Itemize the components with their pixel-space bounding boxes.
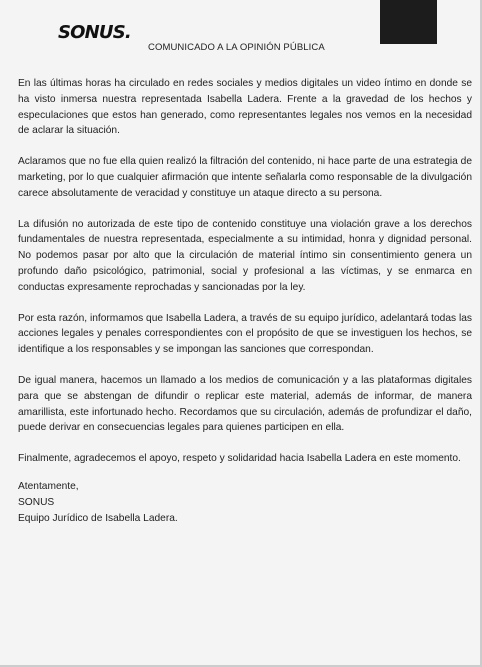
signature-team: Equipo Jurídico de Isabella Ladera. [18,512,178,524]
paragraph-1: En las últimas horas ha circulado en redes sociales y medios digitales un video íntimo en donde se ha visto inmersa nuestra representada Isabella Ladera. Frente a la gravedad de los hechos y especulaciones que estos han generado, como representantes legales nos vemos en la necesidad de aclarar la situación. [18,78,472,137]
paragraph-5: De igual manera, hacemos un llamado a los medios de comunicación y a las plataformas digitales para que se abstengan de difundir o replicar este material, además de informar, de manera amarillista, este infortunado hecho. Recordamos que su circulación, además de profundizar el daño, puede derivar en consecuencias legales para quienes participen en ella. [18,374,472,434]
sonus-logo: SONUS. [58,22,131,43]
document-title: COMUNICADO A LA OPINIÓN PÚBLICA [148,42,325,53]
signature-company: SONUS [18,496,55,508]
paragraph-2: Aclaramos que no fue ella quien realizó la filtración del contenido, ni hace parte de una estrategia de marketing, por lo que cualquier afirmación que intente señalarla como responsable de la divulgación carece absolutamente de veracidad y constituye un ataque directo a su persona. [18,156,472,199]
signature-closing: Atentamente, [18,480,79,492]
signature-block [18,479,472,526]
paragraph-4: Por esta razón, informamos que Isabella Ladera, a través de su equipo jurídico, adelantará todas las acciones legales y penales correspondientes con el propósito de que se investiguen los hechos, se identifique a los responsables y se impongan las sanciones que correspondan. [18,312,472,356]
redaction-box [380,0,437,44]
paragraph-3: La difusión no autorizada de este tipo de contenido constituye una violación grave a los derechos fundamentales de nuestra representada, especialmente a su intimidad, honra y dignidad personal. No podemos pasar por alto que la circulación de material íntimo sin consentimiento genera un profundo daño psicológico, patrimonial, social y profesional a las víctimas, y se enmarca en conductas expresamente reprochadas y sancionadas por la ley. [18,218,472,293]
document-body [18,76,472,526]
paragraph-6: Finalmente, agradecemos el apoyo, respeto y solidaridad hacia Isabella Ladera en este momento. [18,453,461,465]
